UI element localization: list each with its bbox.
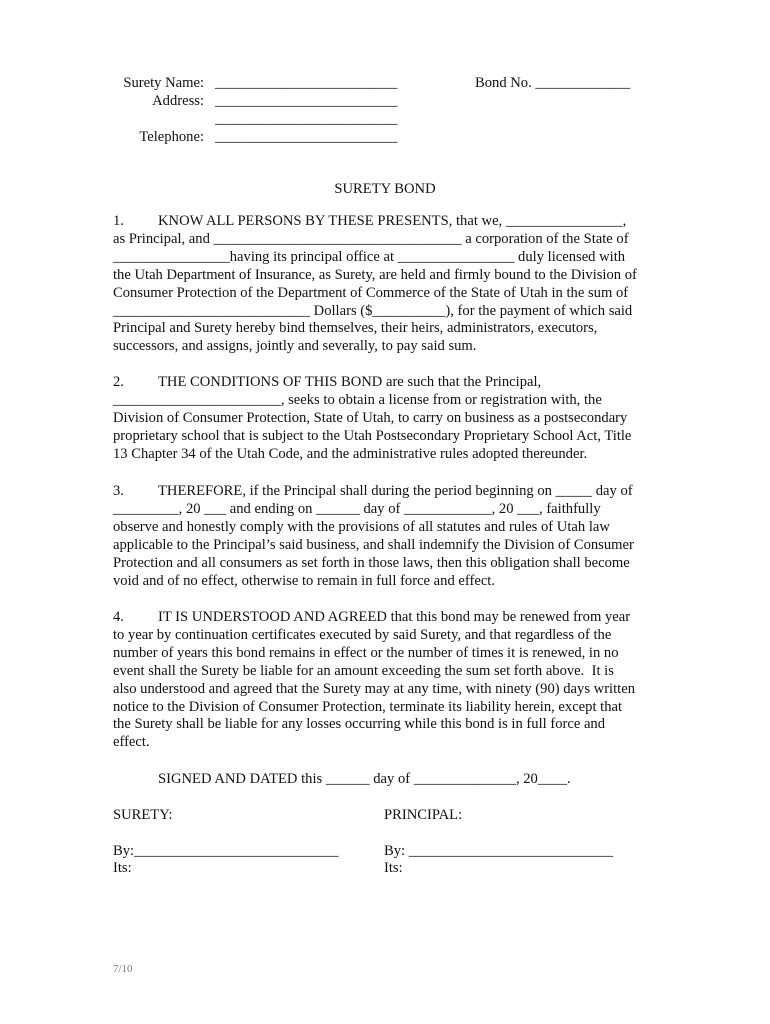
address-field-1[interactable]: _________________________ [215,93,398,109]
principal-signature-label: PRINCIPAL: [384,807,463,823]
principal-its-field[interactable]: Its: [384,860,403,876]
address-field-2[interactable]: _________________________ [215,111,398,127]
paragraph-2 [113,374,658,464]
paragraph-4-line: event shall the Surety be liable for an amount exceeding the sum set forth above. It is [113,662,614,679]
paragraph-2-line: _______________________, seeks to obtain a license from or registration with, the [113,391,602,408]
paragraph-2-line: 13 Chapter 34 of the Utah Code, and the administrative rules adopted thereunder. [113,445,588,462]
document-title: SURETY BOND [334,181,436,197]
paragraph-1-line: Consumer Protection of the Department of Commerce of the State of Utah in the sum of [113,284,629,301]
paragraph-1-line: 1. KNOW ALL PERSONS BY THESE PRESENTS, that we, ________________, [113,213,627,229]
paragraph-4-line: effect. [113,734,150,751]
paragraph-1-line: as Principal, and __________________________________ a corporation of the State of [113,230,629,247]
surety-name-label: Surety Name: [123,75,204,91]
paragraph-3-line: void and of no effect, otherwise to remain in full force and effect. [113,572,495,589]
signed-dated-line: SIGNED AND DATED this ______ day of ______________, 20____. [158,771,571,787]
paragraph-1 [113,213,658,356]
paragraph-3-line: 3. THEREFORE, if the Principal shall during the period beginning on _____ day of [113,483,633,499]
paragraph-1-line: successors, and assigns, jointly and severally, to pay said sum. [113,338,477,355]
telephone-field[interactable]: _________________________ [215,129,398,145]
paragraph-1-line: ________________having its principal office at ________________ duly licensed with [113,248,626,265]
paragraph-4-line: also understood and agreed that the Surety may at any time, with ninety (90) days written [113,680,635,697]
surety-by-field[interactable]: By:____________________________ [113,843,339,859]
paragraph-number: 4. [113,609,124,625]
principal-by-field[interactable]: By: ____________________________ [384,843,614,859]
paragraph-4-line: 4. IT IS UNDERSTOOD AND AGREED that this bond may be renewed from year [113,609,631,625]
paragraph-1-line: ___________________________ Dollars ($__________), for the payment of which said [113,302,633,319]
paragraph-3-line: applicable to the Principal’s said business, and shall indemnify the Division of Consumer [113,536,634,553]
paragraph-number: 3. [113,483,124,499]
paragraph-3 [113,483,658,590]
surety-signature-label: SURETY: [113,807,173,823]
paragraph-2-line: proprietary school that is subject to the Utah Postsecondary Proprietary School Act, Title [113,427,632,444]
paragraph-2-line: Division of Consumer Protection, State of Utah, to carry on business as a postsecondary [113,409,628,426]
paragraph-4-line: the Surety shall be liable for any losses occurring while this bond is in full force and [113,716,606,733]
paragraph-4-line: number of years this bond remains in effect or the number of times it is renewed, in no [113,644,619,661]
telephone-label: Telephone: [139,129,204,145]
paragraph-4-line: notice to the Division of Consumer Protection, terminate its liability herein, except that [113,698,623,715]
paragraph-2-line: 2. THE CONDITIONS OF THIS BOND are such that the Principal, [113,374,542,390]
paragraph-1-line: the Utah Department of Insurance, as Surety, are held and firmly bound to the Division of [113,266,637,283]
paragraph-number: 2. [113,374,124,390]
bond-number: Bond No. _____________ [475,75,631,91]
revision-footer: 7/10 [113,963,133,975]
paragraph-number: 1. [113,213,124,229]
surety-name-field[interactable]: _________________________ [215,75,398,91]
paragraph-3-line: Protection and all consumers as set forth in those laws, then this obligation shall become [113,554,630,571]
paragraph-1-line: Principal and Surety hereby bind themselves, their heirs, administrators, executors, [113,320,598,337]
surety-its-field[interactable]: Its: [113,860,132,876]
paragraph-4 [113,609,658,752]
paragraph-3-line: _________, 20 ___ and ending on ______ day of ____________, 20 ___, faithfully [113,500,601,517]
paragraph-3-line: observe and honestly comply with the provisions of all statutes and rules of Utah law [113,518,610,535]
address-label: Address: [152,93,204,109]
paragraph-4-line: to year by continuation certificates executed by said Surety, and that regardless of the [113,626,612,643]
